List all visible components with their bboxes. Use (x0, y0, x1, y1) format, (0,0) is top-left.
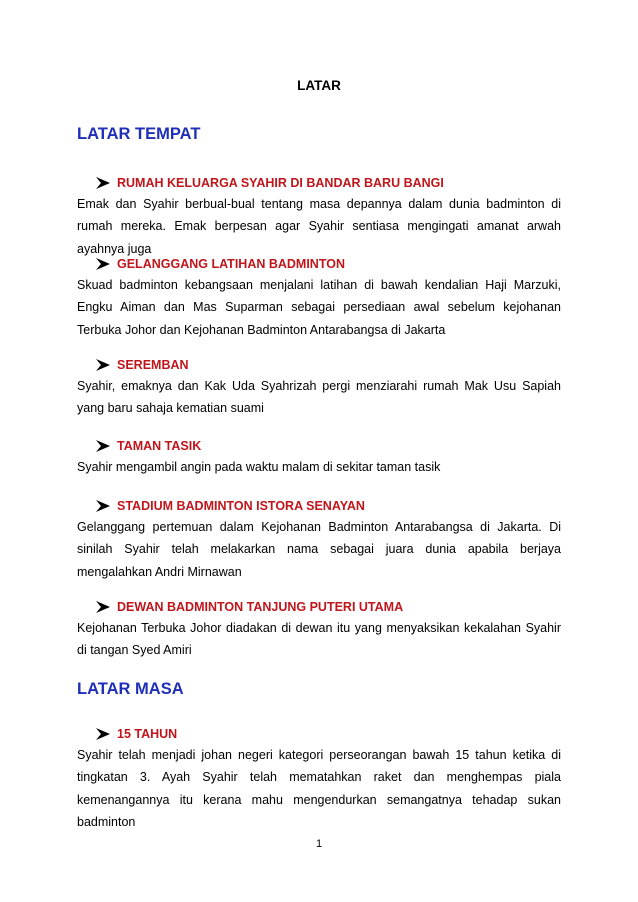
arrowhead-bullet-icon (95, 176, 111, 190)
section-heading-latar-masa: LATAR MASA (77, 680, 184, 698)
arrowhead-bullet-icon (95, 358, 111, 372)
subheading-rumah-keluarga: RUMAH KELUARGA SYAHIR DI BANDAR BARU BANGI (95, 176, 444, 190)
paragraph-dewan-badminton: Kejohanan Terbuka Johor diadakan di dewan itu yang menyaksikan kekalahan Syahir di tangan Syed Amiri (77, 621, 561, 658)
arrowhead-bullet-icon (95, 727, 111, 741)
paragraph-taman-tasik: Syahir mengambil angin pada waktu malam di sekitar taman tasik (77, 460, 441, 474)
subheading-seremban: SEREMBAN (95, 358, 189, 372)
paragraph-seremban: Syahir, emaknya dan Kak Uda Syahrizah pergi menziarahi rumah Mak Usu Sapiah yang baru sahaja kematian suami (77, 379, 561, 416)
arrowhead-bullet-icon (95, 257, 111, 271)
page-title: LATAR (297, 78, 341, 93)
subheading-dewan-badminton: DEWAN BADMINTON TANJUNG PUTERI UTAMA (95, 600, 403, 614)
subheading-gelanggang-latihan: GELANGGANG LATIHAN BADMINTON (95, 257, 345, 271)
page-number: 1 (315, 838, 323, 850)
paragraph-15-tahun: Syahir telah menjadi johan negeri kategori perseorangan bawah 15 tahun ketika di tingkatan 3. Ayah Syahir telah mematahkan raket dan menghempas piala kemenangannya itu kerana mahu mengendurkan semangatnya tehadap sukan badminton (77, 748, 561, 829)
section-heading-latar-tempat: LATAR TEMPAT (77, 125, 201, 143)
arrowhead-bullet-icon (95, 439, 111, 453)
subheading-taman-tasik: TAMAN TASIK (95, 439, 201, 453)
arrowhead-bullet-icon (95, 499, 111, 513)
arrowhead-bullet-icon (95, 600, 111, 614)
subheading-15-tahun: 15 TAHUN (95, 727, 177, 741)
paragraph-stadium-istora: Gelanggang pertemuan dalam Kejohanan Badminton Antarabangsa di Jakarta. Di sinilah Syahir telah melakarkan nama sebagai juara dunia apabila berjaya mengalahkan Andri Mirnawan (77, 520, 561, 579)
subheading-stadium-istora: STADIUM BADMINTON ISTORA SENAYAN (95, 499, 365, 513)
paragraph-gelanggang-latihan: Skuad badminton kebangsaan menjalani latihan di bawah kendalian Haji Marzuki, Engku Aiman dan Mas Suparman sebagai persediaan awal sebelum kejohanan Terbuka Johor dan Kejohanan Badminton Antarabangsa di Jakarta (77, 278, 561, 337)
paragraph-rumah-keluarga: Emak dan Syahir berbual-bual tentang masa depannya dalam dunia badminton di rumah mereka. Emak berpesan agar Syahir sentiasa mengingati amanat arwah ayahnya juga (77, 197, 561, 256)
